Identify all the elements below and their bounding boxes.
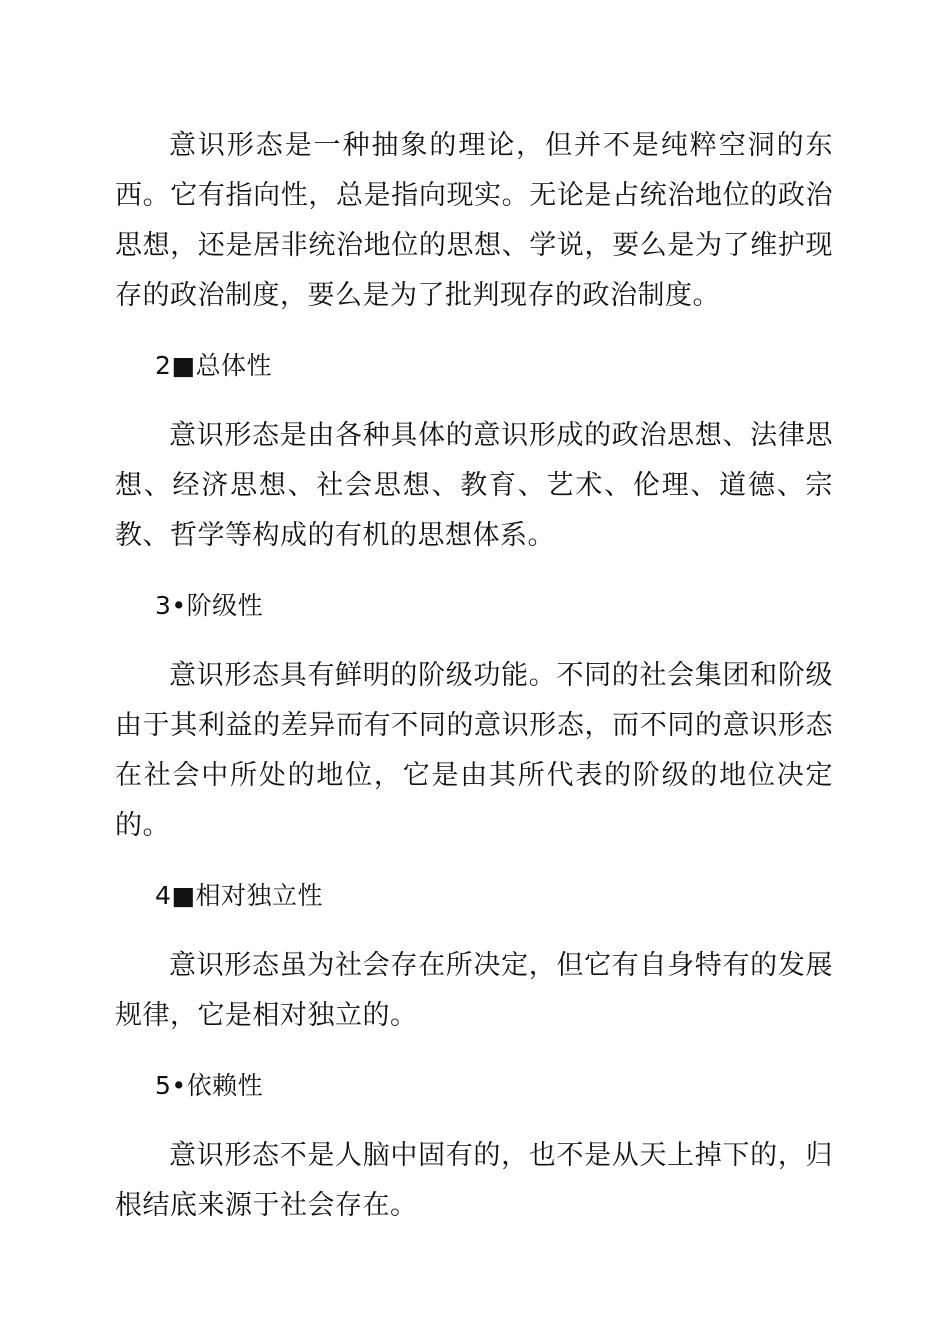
heading-totality: 2■总体性 [155, 351, 273, 380]
paragraph-orientation: 意识形态是一种抽象的理论，但并不是纯粹空洞的东西。它有指向性，总是指向现实。无论是占统治地位的政治思想，还是居非统治地位的思想、学说，要么是为了维护现存的政治制度，要么是为了批判现存的政治制度。 [115, 130, 833, 311]
document-body [115, 121, 833, 1251]
paragraph-relative-independence: 意识形态虽为社会存在所决定，但它有自身特有的发展规律，它是相对独立的。 [115, 950, 833, 1031]
heading-relative-independence: 4■相对独立性 [155, 881, 324, 910]
heading-class-nature: 3•阶级性 [155, 591, 264, 620]
heading-dependence: 5•依赖性 [155, 1071, 264, 1100]
paragraph-class-nature: 意识形态具有鲜明的阶级功能。不同的社会集团和阶级由于其利益的差异而有不同的意识形态，而不同的意识形态在社会中所处的地位，它是由其所代表的阶级的地位决定的。 [115, 660, 833, 841]
paragraph-totality: 意识形态是由各种具体的意识形成的政治思想、法律思想、经济思想、社会思想、教育、艺术、伦理、道德、宗教、哲学等构成的有机的思想体系。 [115, 420, 833, 551]
paragraph-dependence: 意识形态不是人脑中固有的，也不是从天上掉下的，归根结底来源于社会存在。 [115, 1140, 833, 1221]
